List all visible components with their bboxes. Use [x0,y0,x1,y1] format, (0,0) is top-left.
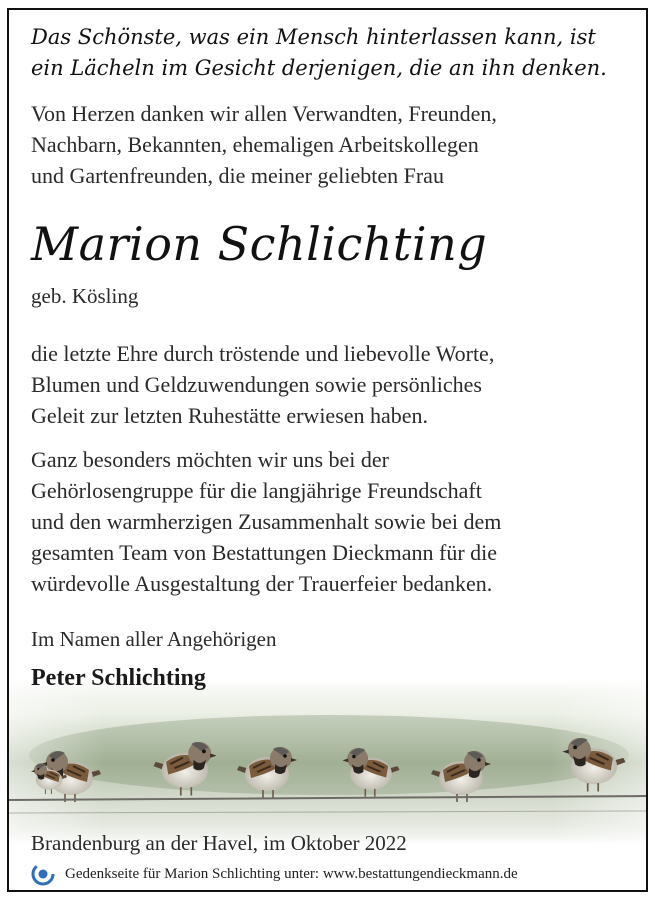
special-thanks-line-3: und den warmherzigen Zusammenhalt sowie bei dem [31,509,502,534]
intro-line-3: und Gartenfreunden, die meiner geliebten Frau [31,163,444,188]
sparrows-on-wire-image [9,680,646,845]
intro-line-2: Nachbarn, Bekannten, ehemaligen Arbeitskollegen [31,132,479,157]
bestattungen-logo-icon [31,862,55,886]
thanks-line-2: Blumen und Geldzuwendungen sowie persönliches [31,372,482,397]
thanks-line-1: die letzte Ehre durch tröstende und liebevolle Worte, [31,341,495,366]
obituary-notice [7,8,648,892]
signer-name: Peter Schlichting [31,665,206,691]
intro-line-1: Von Herzen danken wir allen Verwandten, Freunden, [31,101,497,126]
deceased-name: Marion Schlichting [31,217,488,271]
special-thanks-line-2: Gehörlosengruppe für die langjährige Freundschaft [31,478,482,503]
maiden-name: geb. Kösling [31,284,139,308]
memorial-footer [31,862,518,886]
special-thanks-paragraph [31,444,631,599]
intro-paragraph [31,98,631,191]
special-thanks-line-1: Ganz besonders möchten wir uns bei der [31,447,390,472]
special-thanks-line-5: würdevolle Ausgestaltung der Trauerfeier bedanken. [31,571,493,596]
thanks-paragraph [31,338,631,431]
location-date: Brandenburg an der Havel, im Oktober 2022 [31,831,407,855]
thanks-line-3: Geleit zur letzten Ruhestätte erwiesen haben. [31,403,429,428]
quote-text [31,22,631,84]
quote-line-2: ein Lächeln im Gesicht derjenigen, die an ihn denken. [31,56,607,80]
quote-line-1: Das Schönste, was ein Mensch hinterlassen kann, ist [31,25,596,49]
memorial-link-text[interactable]: Gedenkseite für Marion Schlichting unter: www.bestattungendieckmann.de [65,865,518,882]
closing-line: Im Namen aller Angehörigen [31,627,277,651]
special-thanks-line-4: gesamten Team von Bestattungen Dieckmann für die [31,540,498,565]
